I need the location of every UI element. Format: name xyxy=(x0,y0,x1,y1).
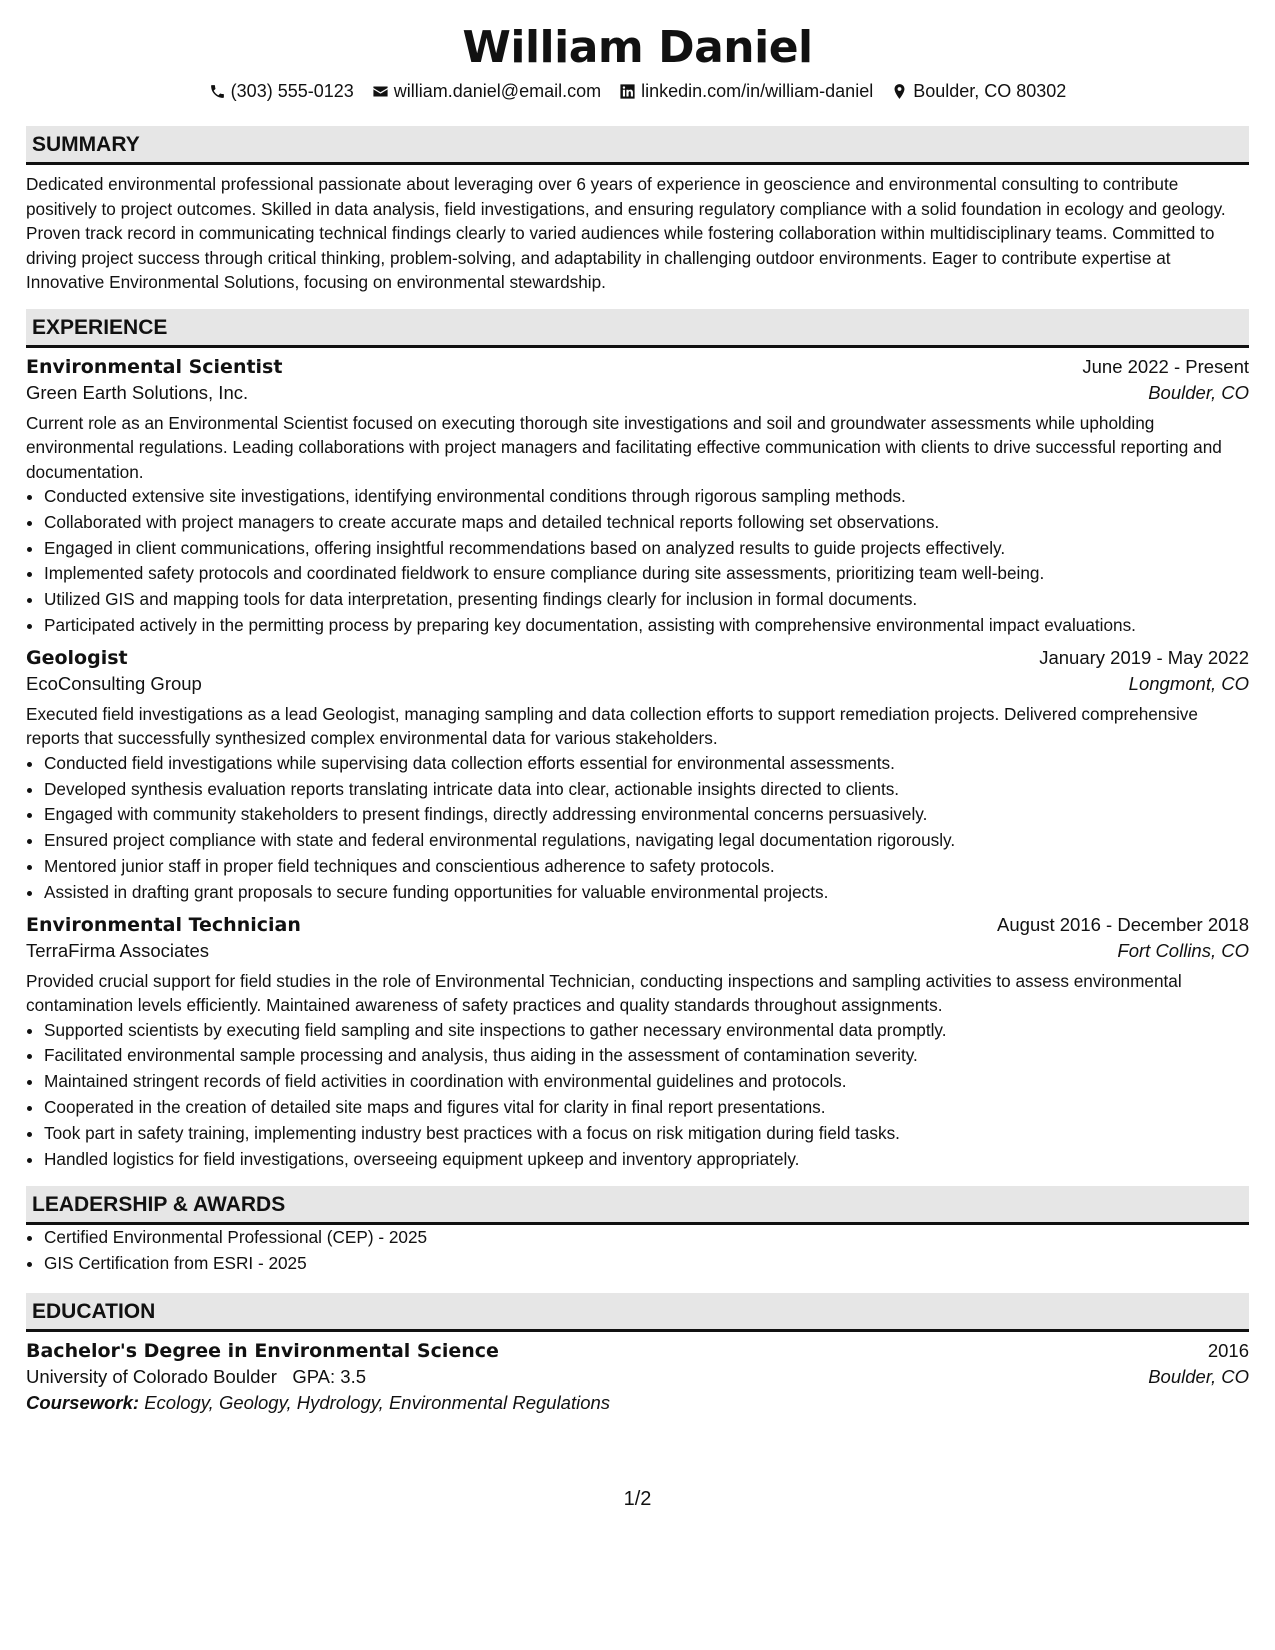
contact-linkedin[interactable] xyxy=(619,81,873,102)
education-heading: EDUCATION xyxy=(26,1293,1249,1332)
map-pin-icon xyxy=(891,83,908,100)
job-company: TerraFirma Associates xyxy=(26,939,209,961)
list-item: • Utilized GIS and mapping tools for data interpretation, presenting findings clearly for inclusion in formal documents. xyxy=(44,587,1249,613)
job-title: Environmental Scientist xyxy=(26,355,283,378)
phone-text: (303) 555-0123 xyxy=(230,80,354,101)
list-item: • Conducted field investigations while supervising data collection efforts essential for environmental assessments. xyxy=(44,751,1249,777)
list-item: • Developed synthesis evaluation reports translating intricate data into clear, actionable insights directed to clients. xyxy=(44,777,1249,803)
coursework xyxy=(26,1392,1249,1414)
list-item: • Mentored junior staff in proper field techniques and conscientious adherence to safety protocols. xyxy=(44,854,1249,880)
job-dates: August 2016 - December 2018 xyxy=(997,913,1249,935)
job-bullets xyxy=(26,484,1249,639)
job-entry xyxy=(26,914,1249,1173)
list-item: • Assisted in drafting grant proposals to secure funding opportunities for valuable environmental projects. xyxy=(44,880,1249,906)
job-dates: January 2019 - May 2022 xyxy=(1039,646,1249,668)
linkedin-text[interactable]: linkedin.com/in/william-daniel xyxy=(641,80,874,101)
job-company: Green Earth Solutions, Inc. xyxy=(26,381,249,403)
summary-text: Dedicated environmental professional passionate about leveraging over 6 years of experience in geoscience and environmental consulting to contribute positively to project outcomes. Skilled in data analysis, field investigations, and ensuring regulatory compliance with a solid foundation in ecology and geology. Proven track record in communicating technical findings clearly to varied audiences while fostering collaboration within multidisciplinary teams. Committed to driving project success through critical thinking, problem-solving, and adaptability in challenging outdoor environments. Eager to contribute expertise at Innovative Environmental Solutions, focusing on environmental stewardship. xyxy=(26,174,1226,292)
contact-phone xyxy=(209,81,354,102)
degree-title: Bachelor's Degree in Environmental Science xyxy=(26,1339,499,1362)
job-location: Longmont, CO xyxy=(1128,672,1249,694)
experience-heading: EXPERIENCE xyxy=(26,309,1249,348)
list-item: • Certified Environmental Professional (CEP) - 2025 xyxy=(44,1225,1249,1251)
job-location: Boulder, CO xyxy=(1148,381,1249,403)
list-item: • GIS Certification from ESRI - 2025 xyxy=(44,1251,1249,1277)
phone-icon xyxy=(209,83,226,100)
coursework-list: Ecology, Geology, Hydrology, Environmental Regulations xyxy=(144,1391,611,1413)
gpa: GPA: 3.5 xyxy=(292,1365,367,1387)
list-item: • Handled logistics for field investigations, overseeing equipment upkeep and inventory appropriately. xyxy=(44,1147,1249,1173)
contact-location xyxy=(891,81,1066,102)
envelope-icon xyxy=(372,83,389,100)
list-item: • Engaged in client communications, offering insightful recommendations based on analyzed results to guide projects effectively. xyxy=(44,536,1249,562)
job-dates: June 2022 - Present xyxy=(1082,355,1249,377)
list-item: • Conducted extensive site investigations, identifying environmental conditions through rigorous sampling methods. xyxy=(44,484,1249,510)
list-item: • Supported scientists by executing field sampling and site inspections to gather necessary environmental data promptly. xyxy=(44,1018,1249,1044)
contact-email[interactable] xyxy=(372,81,601,102)
school-name: University of Colorado Boulder xyxy=(26,1365,277,1387)
location-text: Boulder, CO 80302 xyxy=(913,80,1067,101)
education-entry xyxy=(26,1340,1249,1414)
school-location: Boulder, CO xyxy=(1148,1365,1249,1387)
awards-list xyxy=(26,1225,1249,1277)
summary-heading: SUMMARY xyxy=(26,126,1249,165)
list-item: • Facilitated environmental sample processing and analysis, thus aiding in the assessment of contamination severity. xyxy=(44,1043,1249,1069)
job-company: EcoConsulting Group xyxy=(26,672,202,694)
list-item: • Cooperated in the creation of detailed site maps and figures vital for clarity in final report presentations. xyxy=(44,1095,1249,1121)
list-item: • Implemented safety protocols and coordinated fieldwork to ensure compliance during site assessments, prioritizing team well-being. xyxy=(44,561,1249,587)
job-entry xyxy=(26,647,1249,906)
list-item: • Participated actively in the permitting process by preparing key documentation, assisting with comprehensive environmental impact evaluations. xyxy=(44,613,1249,639)
job-location: Fort Collins, CO xyxy=(1117,939,1249,961)
list-item: • Took part in safety training, implementing industry best practices with a focus on risk mitigation during field tasks. xyxy=(44,1121,1249,1147)
page-number: 1/2 xyxy=(623,1488,652,1510)
job-entry xyxy=(26,356,1249,639)
candidate-name: William Daniel xyxy=(462,22,813,73)
job-description: Provided crucial support for field studies in the role of Environmental Technician, conducting inspections and sampling activities to assess environmental contamination levels efficiently. Maintained awareness of safety practices and quality standards throughout assignments. xyxy=(26,970,1182,1016)
linkedin-icon xyxy=(619,83,636,100)
job-bullets xyxy=(26,1018,1249,1173)
job-title: Geologist xyxy=(26,646,128,669)
job-description: Current role as an Environmental Scientist focused on executing thorough site investigations and soil and groundwater assessments while upholding environmental regulations. Leading collaborations with project managers and facilitating effective communication with clients to drive successful reporting and documentation. xyxy=(26,412,1222,482)
graduation-year: 2016 xyxy=(1207,1339,1249,1361)
coursework-label: Coursework: xyxy=(26,1391,140,1413)
awards-heading: LEADERSHIP & AWARDS xyxy=(26,1186,1249,1225)
job-bullets xyxy=(26,751,1249,906)
list-item: • Ensured project compliance with state and federal environmental regulations, navigating legal documentation rigorously. xyxy=(44,828,1249,854)
contact-bar xyxy=(26,78,1249,104)
list-item: • Collaborated with project managers to create accurate maps and detailed technical reports following set observations. xyxy=(44,510,1249,536)
list-item: • Maintained stringent records of field activities in coordination with environmental guidelines and protocols. xyxy=(44,1069,1249,1095)
job-description: Executed field investigations as a lead Geologist, managing sampling and data collection efforts to support remediation projects. Delivered comprehensive reports that successfully synthesized complex environmental data for various stakeholders. xyxy=(26,703,1198,749)
job-title: Environmental Technician xyxy=(26,913,301,936)
list-item: • Engaged with community stakeholders to present findings, directly addressing environmental concerns persuasively. xyxy=(44,802,1249,828)
email-text[interactable]: william.daniel@email.com xyxy=(393,80,602,101)
school-line xyxy=(26,1366,366,1388)
